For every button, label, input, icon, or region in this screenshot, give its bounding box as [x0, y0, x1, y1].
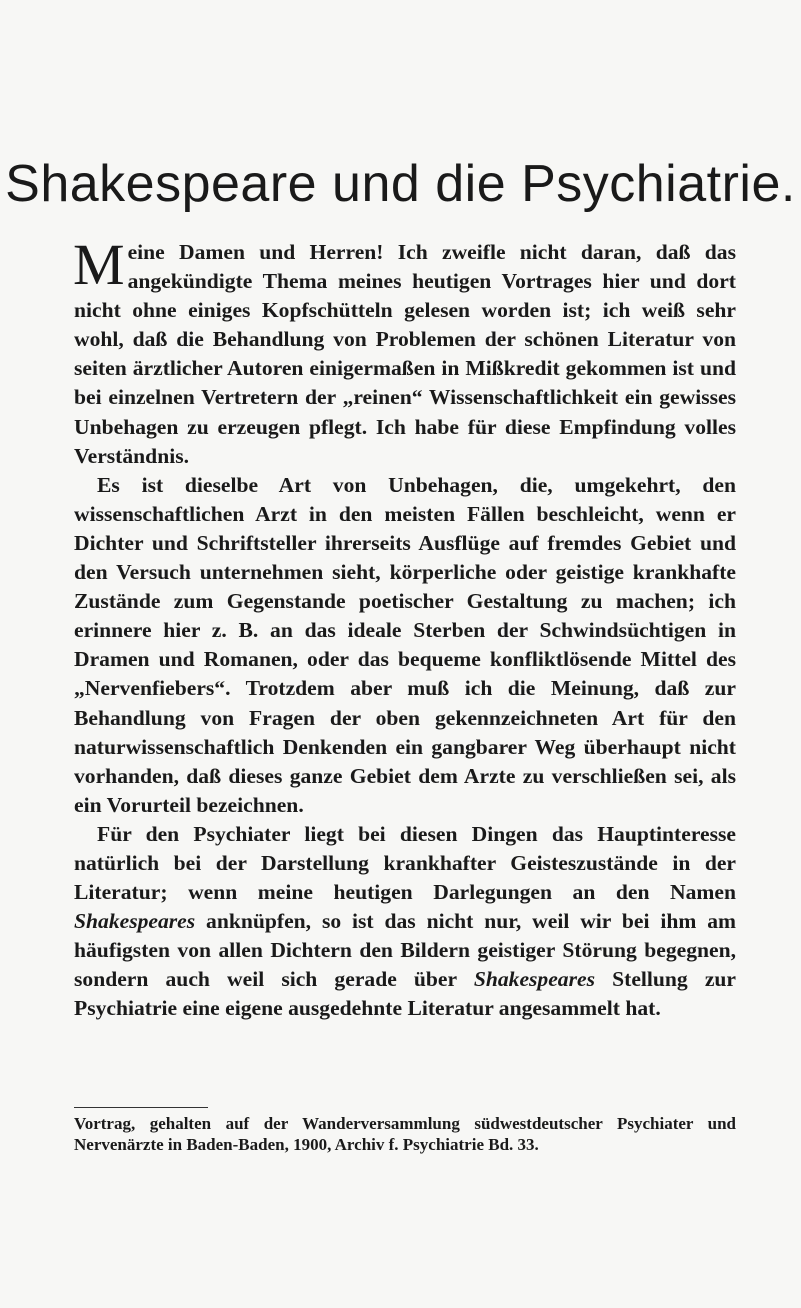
author-name-italic: Shakespeares	[74, 909, 196, 934]
page-title: Shakespeare und die Psychiatrie.	[5, 155, 796, 213]
footnote-divider	[74, 1107, 208, 1108]
footnote: Vortrag, gehalten auf der Wanderversammlung südwestdeutscher Psychiater und Nervenärzte in Baden-Baden, 1900, Archiv f. Psychiatrie Bd. 33.	[74, 1114, 736, 1155]
paragraph-3-text: Für den Psychiater liegt bei diesen Dingen das Hauptinteresse natürlich bei der Darstellung krankhafter Geisteszustände in der Literatur; wenn meine heutigen Darlegungen an den Namen	[74, 821, 736, 905]
paragraph-3-text: anknüpfen, so ist das nicht nur, weil wir bei ihm am häufigsten von allen Dichtern den Bildern geistiger Störung begegnen, sondern auch weil sich gerade über	[74, 909, 736, 992]
paragraph-1: Meine Damen und Herren! Ich zweifle nicht daran, daß das angekündigte Thema meines heutigen Vortrages hier und dort nicht ohne einiges Kopfschütteln gelesen worden ist; ich weiß sehr wohl, daß die Behandlung von Problemen der schönen Literatur von seiten ärztlicher Autoren einigermaßen in Mißkredit gekommen ist und bei einzelnen Vertretern der „reinen“ Wissenschaftlichkeit ein gewisses Unbehagen zu erzeugen pflegt. Ich habe für diese Empfindung volles Verständnis.	[73, 232, 736, 468]
paragraph-3-text: Stellung zur Psychiatrie eine eigene ausgedehnte Literatur angesammelt hat.	[74, 967, 737, 1021]
body-text	[73, 232, 737, 1024]
paragraph-2: Es ist dieselbe Art von Unbehagen, die, umgekehrt, den wissenschaftlichen Arzt in den meisten Fällen beschleicht, wenn er Dichter und Schriftsteller ihrerseits Ausflüge auf fremdes Gebiet und den Versuch unternehmen sieht, körperliche oder geistige krankhafte Zustände zum Gegenstande poetischer Gestaltung zu machen; ich erinnere hier z. B. an das ideale Sterben der Schwindsüchtigen in Dramen und Romanen, oder das bequeme konfliktlösende Mittel des „Nervenfiebers“. Trotzdem aber muß ich die Meinung, daß zur Behandlung von Fragen der oben gekennzeichneten Art für den naturwissenschaftlich Denkenden ein gangbarer Weg überhaupt nicht vorhanden, daß dieses ganze Gebiet dem Arzte zu verschließen sei, als ein Vorurteil bezeichnen.	[74, 472, 736, 817]
author-name-italic: Shakespeares	[473, 967, 595, 992]
paragraph-3	[74, 820, 736, 1024]
